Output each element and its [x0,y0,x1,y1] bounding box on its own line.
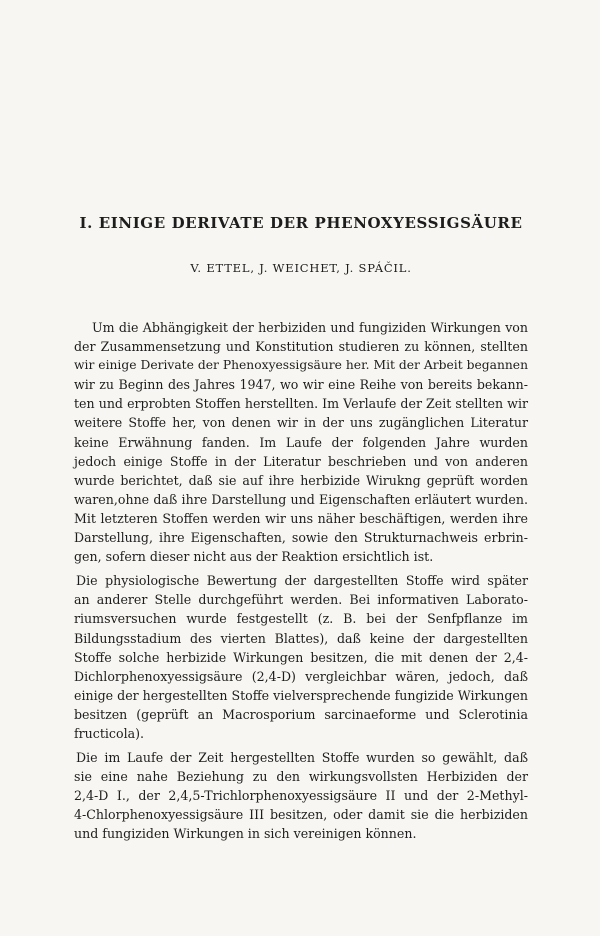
text-line: Dichlorphenoxyessigsäure (2,4-D) vergleichbar wären, jedoch, daß [74,668,528,684]
text-line: Die im Laufe der Zeit hergestellten Stoffe wurden so gewählt, daß [76,750,528,766]
text-line: der Zusammensetzung und Konstitution studieren zu können, stellten [74,339,528,355]
text-line: wurde berichtet, daß sie auf ihre herbizide Wirukng geprüft worden [74,472,528,488]
text-line: wir einige Derivate der Phenoxyessigsäure her. Mit der Arbeit begannen [74,358,528,373]
text-line: wir zu Beginn des Jahres 1947, wo wir eine Reihe von bereits bekann- [74,377,528,393]
text-line: Darstellung, ihre Eigenschaften, sowie den Strukturnachweis erbrin- [74,530,528,546]
text-line: waren,ohne daß ihre Darstellung und Eigenschaften erläutert wurden. [74,491,528,507]
text-line: an anderer Stelle durchgeführt werden. Bei informativen Laborato- [74,592,528,608]
page-title: I. EINIGE DERIVATE DER PHENOXYESSIGSÄURE [79,214,523,232]
text-line: Die physiologische Bewertung der dargestellten Stoffe wird später [76,573,528,589]
text-line: gen, sofern dieser nicht aus der Reaktion ersichtlich ist. [74,549,434,565]
text-line: riumsversuchen wurde festgestellt (z. B. bei der Senfpflanze im [74,611,528,627]
article-body [74,318,528,849]
text-line: jedoch einige Stoffe in der Literatur beschrieben und von anderen [74,453,528,469]
text-line: ten und erprobten Stoffen herstellten. Im Verlaufe der Zeit stellten wir [74,396,528,412]
paragraph-1 [74,318,528,566]
text-line: besitzen (geprüft an Macrosporium sarcinaeforme und Sclerotinia [74,706,528,722]
text-line: 2,4-D I., der 2,4,5-Trichlorphenoxyessigsäure II und der 2-Methyl- [74,788,528,804]
text-line: weitere Stoffe her, von denen wir in der uns zugänglichen Literatur [74,415,528,431]
authors-line: V. ETTEL, J. WEICHET, J. SPÁČIL. [190,261,412,275]
text-line: einige der hergestellten Stoffe vielversprechende fungizide Wirkungen [74,687,528,703]
text-line: und fungiziden Wirkungen in sich vereinigen können. [74,826,417,842]
text-line: sie eine nahe Beziehung zu den wirkungsvollsten Herbiziden der [74,769,528,785]
paragraph-2 [74,571,528,743]
text-line: Stoffe solche herbizide Wirkungen besitzen, die mit denen der 2,4- [74,649,528,665]
text-line: Um die Abhängigkeit der herbiziden und fungiziden Wirkungen von [92,320,528,335]
text-line: Mit letzteren Stoffen werden wir uns näher beschäftigen, werden ihre [74,510,528,526]
text-line: Bildungsstadium des vierten Blattes), daß keine der dargestellten [74,630,528,646]
text-line: fructicola). [74,725,145,741]
paragraph-3 [74,748,528,843]
text-line: keine Erwähnung fanden. Im Laufe der folgenden Jahre wurden [74,434,528,450]
text-line: 4-Chlorphenoxyessigsäure III besitzen, oder damit sie die herbiziden [74,807,528,823]
